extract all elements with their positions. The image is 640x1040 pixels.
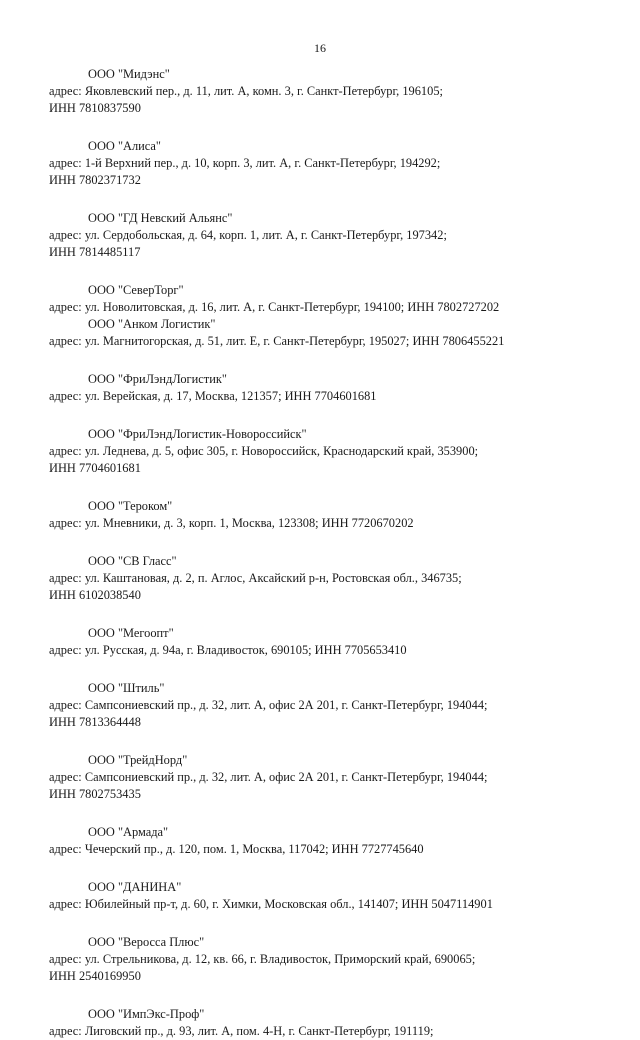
company-address: адрес: ул. Стрельникова, д. 12, кв. 66, г. Владивосток, Приморский край, 690065; (49, 952, 476, 966)
company-name: ООО "Мегоопт" (88, 626, 174, 640)
company-name: ООО "Веросса Плюс" (88, 935, 205, 949)
company-name: ООО "Тероком" (88, 499, 173, 513)
company-name: ООО "ГД Невский Альянс" (88, 211, 233, 225)
company-name: ООО "Армада" (88, 825, 169, 839)
company-entry (49, 282, 609, 316)
company-inn: ИНН 7802371732 (49, 173, 141, 187)
company-entry (49, 66, 609, 117)
company-name: ООО "Алиса" (88, 139, 161, 153)
company-name: ООО "ТрейдНорд" (88, 753, 188, 767)
company-name: ООО "ДАНИНА" (88, 880, 182, 894)
company-entry (49, 553, 609, 604)
company-entry (49, 210, 609, 261)
company-entry (49, 824, 609, 858)
company-entry (49, 426, 609, 477)
company-address: адрес: Яковлевский пер., д. 11, лит. А, комн. 3, г. Санкт-Петербург, 196105; (49, 84, 443, 98)
company-address: адрес: Лиговский пр., д. 93, лит. А, пом. 4-Н, г. Санкт-Петербург, 191119; (49, 1024, 434, 1038)
company-inn: ИНН 2540169950 (49, 969, 141, 983)
company-inn: ИНН 7810837590 (49, 101, 141, 115)
company-entry (49, 934, 609, 985)
company-name: ООО "СВ Гласс" (88, 554, 177, 568)
company-name: ООО "ФриЛэндЛогистик" (88, 372, 227, 386)
company-address: адрес: ул. Каштановая, д. 2, п. Аглос, Аксайский р-н, Ростовская обл., 346735; (49, 571, 462, 585)
company-address: адрес: ул. Русская, д. 94а, г. Владивосток, 690105; ИНН 7705653410 (49, 643, 407, 657)
company-address: адрес: Сампсониевский пр., д. 32, лит. А, офис 2А 201, г. Санкт-Петербург, 194044; (49, 770, 488, 784)
company-inn: ИНН 7704601681 (49, 461, 141, 475)
page-number: 16 (314, 41, 326, 55)
company-entry (49, 879, 609, 913)
company-name: ООО "СеверТорг" (88, 283, 184, 297)
company-address: адрес: Чечерский пр., д. 120, пом. 1, Москва, 117042; ИНН 7727745640 (49, 842, 424, 856)
company-name: ООО "ФриЛэндЛогистик-Новороссийск" (88, 427, 307, 441)
company-address: адрес: ул. Сердобольская, д. 64, корп. 1, лит. А, г. Санкт-Петербург, 197342; (49, 228, 447, 242)
company-inn: ИНН 7814485117 (49, 245, 141, 259)
company-address: адрес: ул. Верейская, д. 17, Москва, 121357; ИНН 7704601681 (49, 389, 377, 403)
company-inn: ИНН 7802753435 (49, 787, 141, 801)
company-inn: ИНН 7813364448 (49, 715, 141, 729)
company-name: ООО "Анком Логистик" (88, 317, 216, 331)
company-address: адрес: ул. Новолитовская, д. 16, лит. А, г. Санкт-Петербург, 194100; ИНН 7802727202 (49, 300, 500, 314)
company-address: адрес: ул. Леднева, д. 5, офис 305, г. Новороссийск, Краснодарский край, 353900; (49, 444, 479, 458)
company-entry (49, 138, 609, 189)
company-entry (49, 371, 609, 405)
company-address: адрес: ул. Мневники, д. 3, корп. 1, Москва, 123308; ИНН 7720670202 (49, 516, 414, 530)
company-entry (49, 625, 609, 659)
company-address: адрес: 1-й Верхний пер., д. 10, корп. 3, лит. А, г. Санкт-Петербург, 194292; (49, 156, 441, 170)
company-address: адрес: Сампсониевский пр., д. 32, лит. А, офис 2А 201, г. Санкт-Петербург, 194044; (49, 698, 488, 712)
company-address: адрес: Юбилейный пр-т, д. 60, г. Химки, Московская обл., 141407; ИНН 5047114901 (49, 897, 493, 911)
company-name: ООО "Штиль" (88, 681, 165, 695)
company-name: ООО "ИмпЭкс-Проф" (88, 1007, 205, 1021)
company-name: ООО "Мидэнс" (88, 67, 170, 81)
company-entry (49, 316, 609, 350)
company-entry (49, 752, 609, 803)
company-address: адрес: ул. Магнитогорская, д. 51, лит. Е, г. Санкт-Петербург, 195027; ИНН 7806455221 (49, 334, 505, 348)
company-list (49, 66, 609, 1040)
company-entry (49, 1006, 609, 1040)
company-entry (49, 498, 609, 532)
company-entry (49, 680, 609, 731)
company-inn: ИНН 6102038540 (49, 588, 141, 602)
